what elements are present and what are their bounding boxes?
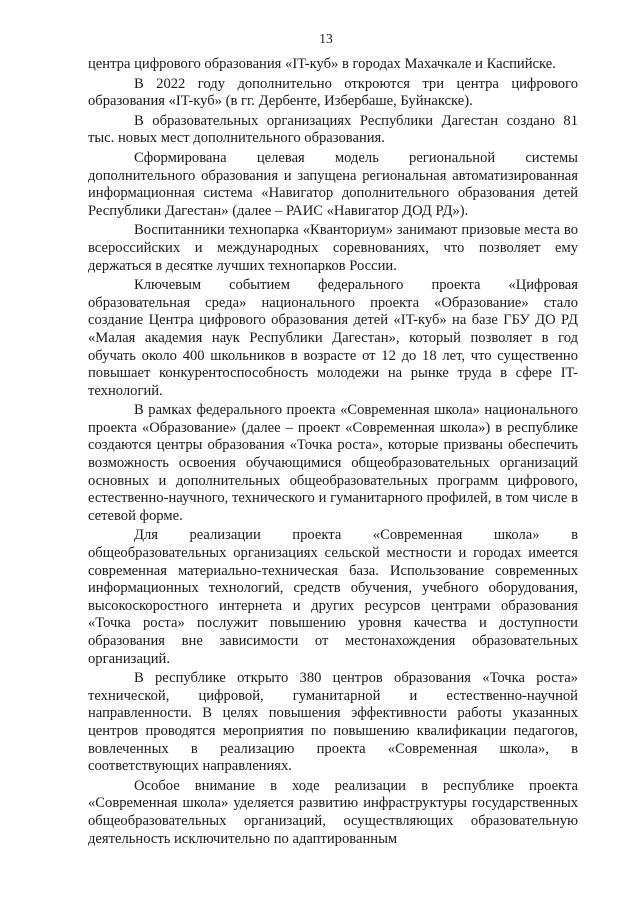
paragraph-new-places: В образовательных организациях Республики Дагестан создано 81 тыс. новых мест дополнительного образования. [88,112,578,147]
paragraph-navigator-system: Сформирована целевая модель региональной системы дополнительного образования и запущена региональная автоматизированная информационная система «Навигатор дополнительного образования детей Республики Дагестан» (далее – РАИС «Навигатор ДОД РД»). [88,149,578,219]
paragraph-kvantorium: Воспитанники технопарка «Кванториум» занимают призовые места во всероссийских и международных соревнованиях, что позволяет ему держаться в десятке лучших технопарков России. [88,222,578,274]
paragraph-digital-environment: Ключевым событием федерального проекта «Цифровая образовательная среда» национального проекта «Образование» стало создание Центра цифрового образования детей «IT-куб» на базе ГБУ ДО РД «Малая академия наук Республики Дагестан», который позволяет в год обучать около 400 школьников в возрасте от 12 до 18 лет, что существенно повышает конкурентоспособность молодежи на рынке труда в сфере IT-технологий. [88,277,578,399]
paragraph-modern-school: В рамках федерального проекта «Современная школа» национального проекта «Образование» (далее – проект «Современная школа») в республике создаются центры образования «Точка роста», которые призваны обеспечить возможность освоения обучающимися общеобразовательных организаций основных и дополнительных общеобразовательных программ цифрового, естественно-научного, технического и гуманитарного профилей, в том числе в сетевой форме. [88,402,578,524]
paragraph-material-base: Для реализации проекта «Современная школа» в общеобразовательных организациях сельской местности и городах имеется современная материально-техническая база. Использование современных информационных технологий, средств обучения, учебного оборудования, высокоскоростного интернета и других ресурсов центрами образования «Точка роста» послужит повышению уровня качества и доступности образования вне зависимости от местонахождения образовательных организаций. [88,527,578,667]
paragraph-it-cube-cities: центра цифрового образования «IT-куб» в городах Махачкале и Каспийске. [88,56,556,72]
paragraph-it-cube-2022: В 2022 году дополнительно откроются три центра цифрового образования «IT-куб» (в гг. Дербенте, Избербаше, Буйнакске). [88,75,578,110]
paragraph-infrastructure: Особое внимание в ходе реализации в республике проекта «Современная школа» уделяется развитию инфраструктуры государственных общеобразовательных организаций, осуществляющих образовательную деятельность исключительно по адаптированным [88,777,578,847]
paragraph-growth-points: В республике открыто 380 центров образования «Точка роста» технической, цифровой, гуманитарной и естественно-научной направленности. В целях повышения эффективности работы указанных центров проводятся мероприятия по повышению квалификации педагогов, вовлеченных в реализацию проекта «Современная школа», в соответствующих направлениях. [88,670,578,775]
page-number: 13 [319,31,333,46]
